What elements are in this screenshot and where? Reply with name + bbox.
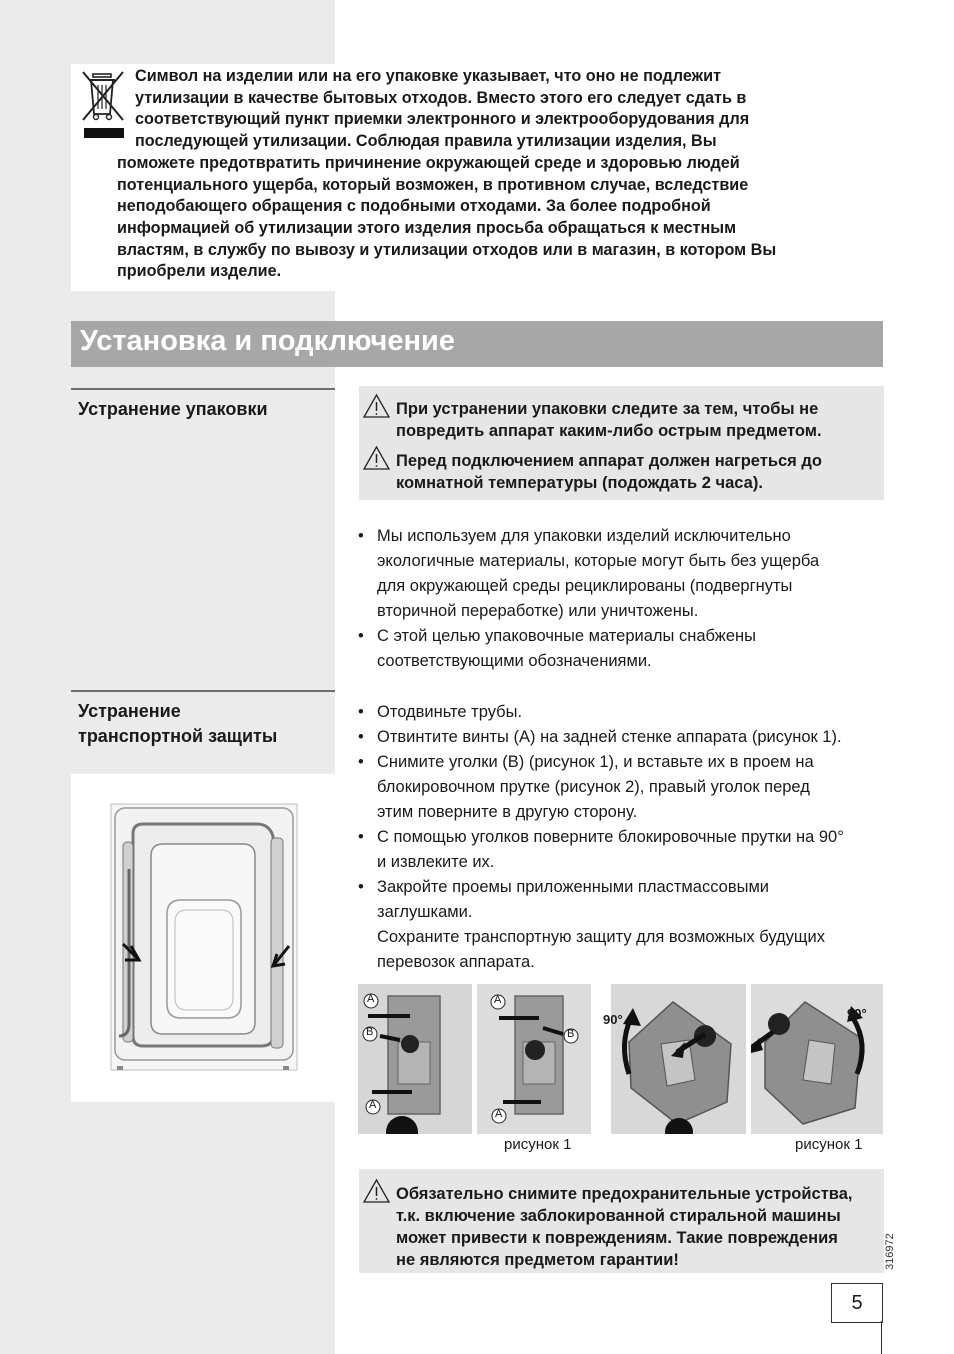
- label-b: B: [567, 1028, 575, 1040]
- label-a: A: [494, 994, 502, 1006]
- packaging-heading: Устранение упаковки: [78, 399, 268, 419]
- list-line: соответствующими обозначениями.: [377, 652, 652, 670]
- recycle-line: поможете предотвратить причинение окружающей среде и здоровью людей: [117, 153, 740, 172]
- transport-bullets: [358, 700, 898, 975]
- final-warning-box: [359, 1169, 884, 1273]
- document-number: 316972: [884, 1233, 896, 1270]
- recycle-line: приобрели изделие.: [117, 262, 282, 281]
- list-item: [358, 825, 898, 875]
- warning-line: т.к. включение заблокированной стиральной машины: [396, 1207, 841, 1225]
- recycle-line: утилизации в качестве бытовых отходов. Вместо этого его следует сдать в: [135, 88, 747, 107]
- warning-triangle-icon: [362, 445, 391, 471]
- recycle-line: властям, в службу по вывозу и утилизации отходов или в магазин, в котором Вы: [117, 240, 777, 259]
- label-90: 90°: [847, 1006, 867, 1021]
- transport-heading: [78, 699, 277, 749]
- packaging-bullets: [358, 524, 898, 674]
- recycle-notice-text: [117, 66, 895, 283]
- warning-line: повредить аппарат каким-либо острым предметом.: [396, 422, 822, 440]
- list-item: [358, 725, 898, 750]
- recycle-line: последующей утилизации. Соблюдая правила утилизации изделия, Вы: [135, 132, 717, 151]
- list-item: [358, 875, 898, 925]
- divider: [71, 388, 335, 390]
- list-line: и извлеките их.: [377, 853, 495, 871]
- divider: [71, 690, 335, 692]
- list-line: заглушками.: [377, 903, 473, 921]
- transport-heading-line: транспортной защиты: [78, 726, 278, 746]
- list-line: для окружающей среды рециклированы (подвергнуты: [377, 577, 793, 595]
- list-line: • Отодвиньте трубы.: [377, 703, 523, 721]
- warning-line: Перед подключением аппарат должен нагреться до: [396, 452, 822, 470]
- list-line: экологичные материалы, которые могут быть без ущерба: [377, 552, 820, 570]
- list-item: [358, 750, 898, 825]
- figure-caption: рисунок 1: [504, 1136, 572, 1153]
- recycle-line: Символ на изделии или на его упаковке указывает, что оно не подлежит: [135, 67, 722, 85]
- list-line: перевозок аппарата.: [377, 953, 535, 971]
- page-number-rule: [881, 1321, 882, 1354]
- recycle-line: соответствующий пункт приемки электронного и электрооборудования для: [135, 110, 750, 129]
- transport-note: [358, 925, 898, 975]
- label-a: A: [369, 1099, 377, 1111]
- list-item: [358, 700, 898, 725]
- list-line: блокировочном прутке (рисунок 2), правый уголок перед: [377, 778, 810, 796]
- list-line: • Мы используем для упаковки изделий исключительно: [377, 527, 791, 545]
- section-title-bar: [71, 321, 883, 367]
- label-a: A: [367, 993, 375, 1005]
- list-line: • Закройте проемы приложенными пластмассовыми: [377, 878, 770, 896]
- list-line: • С помощью уголков поверните блокировочные прутки на 90°: [377, 828, 844, 846]
- list-line: Сохраните транспортную защиту для возможных будущих: [377, 928, 825, 946]
- recycle-line: неподобающего обращения с подобными отходами. За более подробной: [117, 197, 711, 216]
- warning-line: При устранении упаковки следите за тем, чтобы не: [396, 400, 819, 418]
- section-title: Установка и подключение: [80, 325, 455, 357]
- list-line: • С этой целью упаковочные материалы снабжены: [377, 627, 756, 645]
- warning-item: [359, 398, 884, 442]
- warning-line: комнатной температуры (подождать 2 часа).: [396, 474, 763, 492]
- recycle-line: потенциального ущерба, который возможен, в противном случае, вследствие: [117, 175, 749, 194]
- label-a: A: [495, 1108, 503, 1120]
- warning-item: [359, 450, 884, 494]
- photo-rotate-right: [751, 984, 883, 1134]
- page-number: 5: [831, 1283, 883, 1323]
- warning-line: не являются предметом гарантии!: [396, 1251, 679, 1269]
- photo-rotate-left: [603, 984, 746, 1134]
- recycle-line: информацией об утилизации этого изделия просьба обращаться к местным: [117, 218, 737, 237]
- list-line: • Снимите уголки (B) (рисунок 1), и вставьте их в проем на: [377, 753, 814, 771]
- warning-triangle-icon: [362, 1178, 391, 1204]
- list-line: вторичной переработке) или уничтожены.: [377, 602, 699, 620]
- warning-line: может привести к повреждениям. Такие повреждения: [396, 1229, 838, 1247]
- weee-bin-icon: [79, 68, 129, 140]
- figure-caption: рисунок 1: [795, 1136, 863, 1153]
- photo-screws-left: [358, 984, 472, 1134]
- warning-triangle-icon: [362, 393, 391, 419]
- machine-rear-illustration: [71, 774, 335, 1102]
- warning-item: [359, 1183, 884, 1271]
- list-line: этим поверните в другую сторону.: [377, 803, 638, 821]
- label-90: 90°: [603, 1012, 623, 1027]
- transport-heading-line: Устранение: [78, 701, 181, 721]
- photo-screws-right: [477, 984, 591, 1134]
- list-item: [358, 524, 898, 624]
- warning-line: Обязательно снимите предохранительные устройства,: [396, 1185, 853, 1203]
- label-b: B: [366, 1026, 374, 1038]
- packaging-warning-box: [359, 386, 884, 500]
- list-item: [358, 624, 898, 674]
- list-line: • Отвинтите винты (A) на задней стенке аппарата (рисунок 1).: [377, 728, 842, 746]
